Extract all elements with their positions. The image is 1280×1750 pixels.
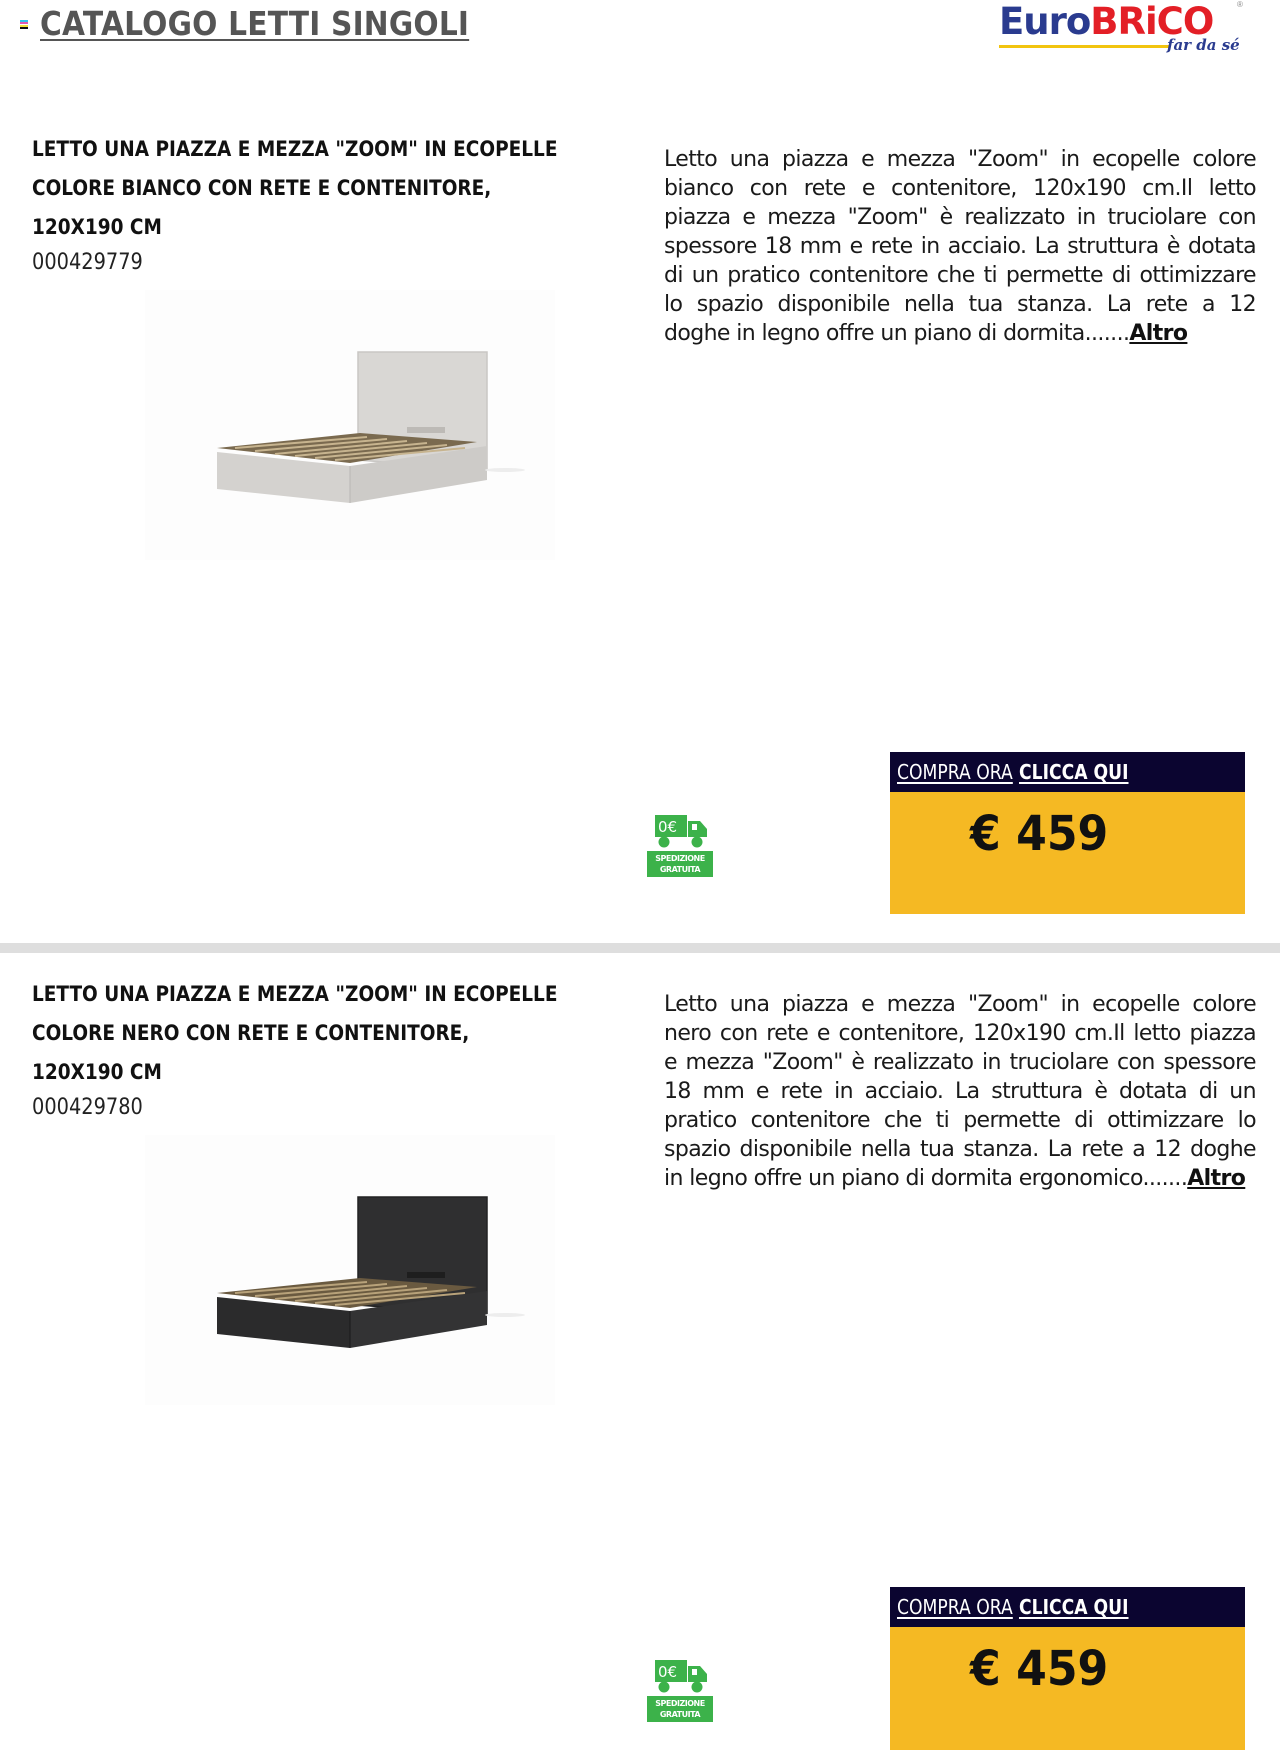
buy-now-label[interactable]: COMPRA ORA [897,760,1013,784]
price-panel [890,792,1245,914]
product-name-line: LETTO UNA PIAZZA E MEZZA "ZOOM" IN ECOPELLE [32,137,558,162]
buy-now-button[interactable] [890,752,1245,792]
logo-underline [999,45,1169,48]
free-shipping-label [647,1696,713,1722]
more-link[interactable]: Altro [1129,321,1188,346]
product-image[interactable] [145,290,555,560]
product-description [664,990,1256,1193]
svg-text:0€: 0€ [658,818,678,836]
shipping-line-2: GRATUITA [659,865,701,874]
product-name [32,130,634,247]
logo-euro: Euro [999,0,1091,43]
print-marks-icon [20,20,28,29]
price-panel [890,1627,1245,1750]
product-name-line: LETTO UNA PIAZZA E MEZZA "ZOOM" IN ECOPELLE [32,982,558,1007]
product-card [0,120,1280,920]
shipping-line-2: GRATUITA [659,1710,701,1719]
description-text: Letto una piazza e mezza "Zoom" in ecopelle colore bianco con rete e contenitore, 120x190 cm.Il letto piazza e mezza "Zoom" è realizzato in truciolare con spessore 18 mm e rete in acciaio. La struttura è dotata di un pratico contenitore che ti permette di ottimizzare lo spazio disponibile nella tua stanza. La rete a 12 doghe in legno offre un piano di dormita....... [664,147,1256,346]
bed-black-illustration [145,1135,555,1405]
product-code: 000429779 [32,250,143,275]
buy-now-button[interactable] [890,1587,1245,1627]
price-box [890,1587,1245,1750]
registered-mark: ® [1237,0,1243,9]
product-name-line: 120X190 CM [32,215,162,240]
delivery-truck-icon [655,1658,707,1694]
svg-text:0€: 0€ [658,1663,678,1681]
page-title[interactable]: CATALOGO LETTI SINGOLI [40,4,470,43]
logo-tagline: far da sé [1167,36,1240,54]
price: € 459 [970,1641,1109,1697]
buy-now-label[interactable]: COMPRA ORA [897,1595,1013,1619]
free-shipping-badge [647,1658,713,1724]
section-divider [0,943,1280,953]
click-here-link[interactable]: CLICCA QUI [1018,1595,1129,1619]
price: € 459 [970,806,1109,862]
price-box [890,752,1245,914]
product-name-line: 120X190 CM [32,1060,162,1085]
more-link[interactable]: Altro [1187,1166,1246,1191]
product-name [32,975,634,1092]
free-shipping-label [647,851,713,877]
click-here-link[interactable]: CLICCA QUI [1018,760,1129,784]
product-image[interactable] [145,1135,555,1405]
free-shipping-badge [647,813,713,879]
product-name-line: COLORE NERO CON RETE E CONTENITORE, [32,1021,470,1046]
logo-brico: BRiCO [1090,0,1214,43]
shipping-line-1: SPEDIZIONE [655,1699,705,1708]
description-text: Letto una piazza e mezza "Zoom" in ecopelle colore nero con rete e contenitore, 120x190 cm.Il letto piazza e mezza "Zoom" è realizzato in truciolare con spessore 18 mm e rete in acciaio. La struttura è dotata di un pratico contenitore che ti permette di ottimizzare lo spazio disponibile nella tua stanza. La rete a 12 doghe in legno offre un piano di dormita ergonomico....... [664,992,1256,1191]
product-code: 000429780 [32,1095,143,1120]
bed-white-illustration [145,290,555,560]
delivery-truck-icon [655,813,707,849]
page-header [0,0,1280,70]
product-card [0,965,1280,1750]
product-name-line: COLORE BIANCO CON RETE E CONTENITORE, [32,176,492,201]
eurobrico-logo[interactable] [995,0,1265,60]
product-description [664,145,1256,348]
shipping-line-1: SPEDIZIONE [655,854,705,863]
